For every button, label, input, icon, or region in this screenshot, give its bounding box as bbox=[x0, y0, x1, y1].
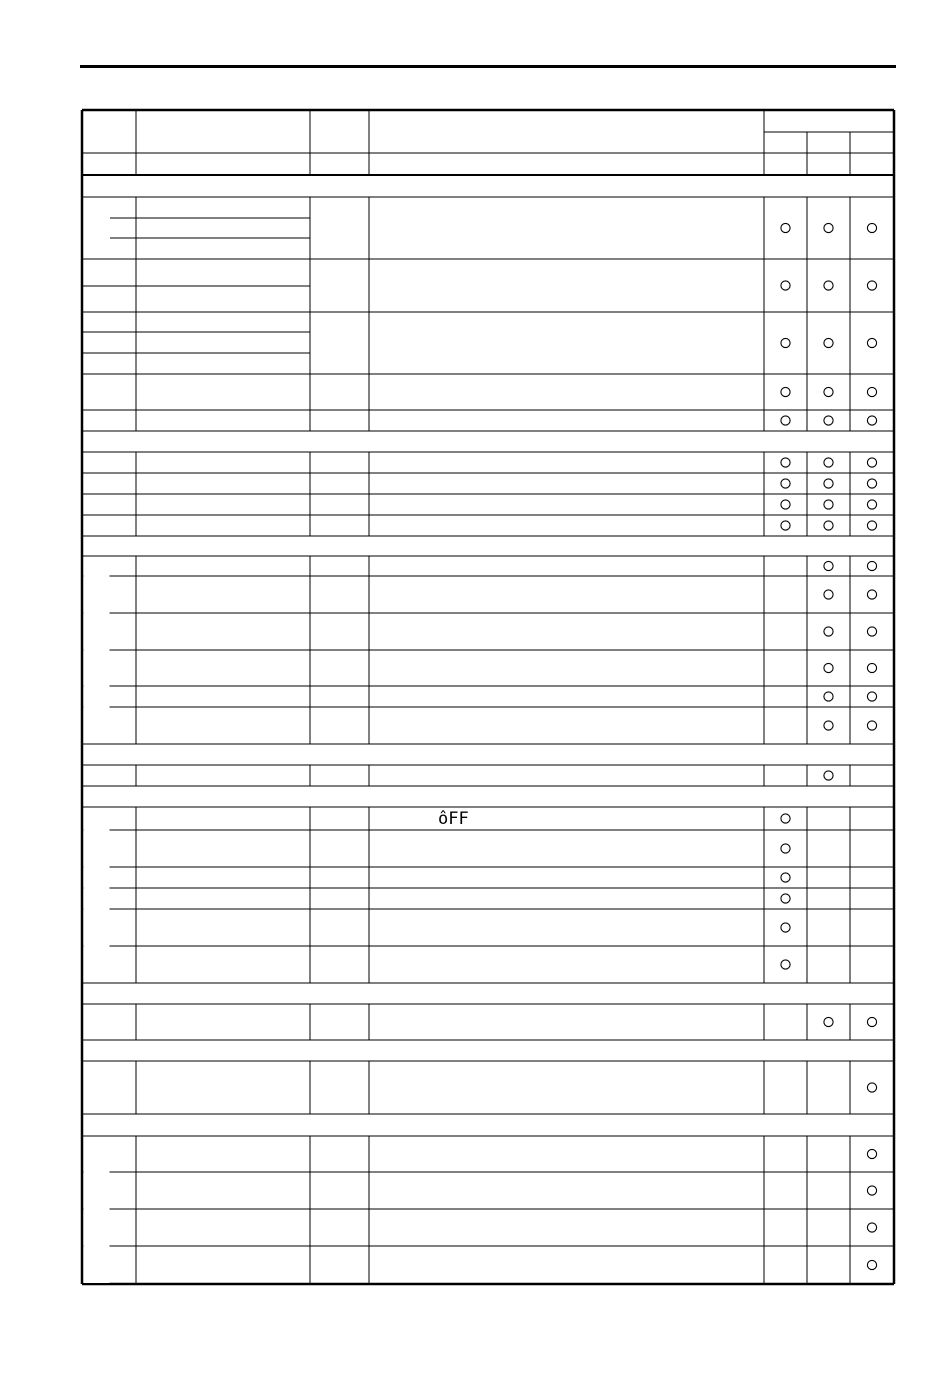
circle-mark-icon bbox=[781, 814, 790, 823]
grid-line bbox=[369, 613, 370, 650]
grid-line bbox=[82, 576, 894, 577]
grid-line bbox=[807, 888, 808, 909]
grid-line bbox=[764, 1172, 765, 1209]
circle-mark-icon bbox=[867, 1017, 876, 1026]
grid-line bbox=[82, 1040, 894, 1041]
grid-line bbox=[136, 374, 137, 410]
grid-line bbox=[369, 1136, 370, 1172]
circle-mark-icon bbox=[867, 387, 876, 396]
grid-line bbox=[807, 1004, 808, 1040]
grid-line bbox=[850, 153, 851, 175]
grid-line bbox=[850, 909, 851, 946]
grid-line bbox=[82, 473, 894, 474]
grid-line bbox=[136, 830, 137, 867]
grid-line bbox=[764, 374, 765, 410]
circle-mark-icon bbox=[781, 521, 790, 530]
circle-mark-icon bbox=[867, 338, 876, 347]
grid-line bbox=[764, 650, 765, 686]
grid-line bbox=[136, 494, 137, 515]
grid-line bbox=[764, 312, 765, 374]
grid-line bbox=[136, 410, 137, 431]
grid-line bbox=[136, 153, 137, 175]
grid-line bbox=[764, 1246, 765, 1284]
grid-line bbox=[764, 197, 765, 259]
grid-line bbox=[850, 807, 851, 830]
grid-line bbox=[764, 1136, 765, 1172]
grid-line bbox=[82, 353, 310, 354]
grid-line bbox=[82, 515, 894, 516]
grid-line bbox=[807, 909, 808, 946]
grid-line bbox=[310, 153, 311, 175]
grid-line bbox=[82, 175, 894, 176]
grid-line bbox=[82, 909, 894, 910]
grid-line bbox=[310, 613, 311, 650]
grid-line bbox=[850, 1004, 851, 1040]
grid-line bbox=[764, 132, 894, 133]
circle-mark-icon bbox=[824, 479, 833, 488]
grid-line bbox=[807, 1246, 808, 1284]
grid-line bbox=[82, 536, 894, 537]
grid-line bbox=[310, 765, 311, 786]
grid-line bbox=[850, 556, 851, 576]
grid-line bbox=[807, 1172, 808, 1209]
grid-line bbox=[82, 259, 894, 260]
grid-line bbox=[807, 153, 808, 175]
grid-line bbox=[310, 374, 311, 410]
grid-line bbox=[369, 312, 370, 374]
grid-line bbox=[764, 707, 765, 744]
grid-line bbox=[369, 556, 370, 576]
grid-line bbox=[764, 259, 765, 312]
grid-line bbox=[764, 765, 765, 786]
circle-mark-icon bbox=[781, 873, 790, 882]
grid-line bbox=[369, 867, 370, 888]
grid-line bbox=[310, 1136, 311, 1172]
grid-line bbox=[82, 686, 894, 687]
grid-line bbox=[807, 1136, 808, 1172]
grid-line bbox=[82, 830, 894, 831]
grid-line bbox=[136, 867, 137, 888]
grid-line bbox=[807, 830, 808, 867]
grid-line bbox=[764, 153, 765, 175]
circle-mark-icon bbox=[781, 844, 790, 853]
grid-line bbox=[82, 744, 894, 745]
grid-line bbox=[764, 1209, 765, 1246]
circle-mark-icon bbox=[781, 387, 790, 396]
grid-line bbox=[369, 410, 370, 431]
grid-line bbox=[82, 109, 894, 112]
grid-line bbox=[82, 867, 894, 868]
circle-mark-icon bbox=[867, 521, 876, 530]
grid-line bbox=[369, 707, 370, 744]
grid-line bbox=[82, 983, 894, 984]
circle-mark-icon bbox=[867, 692, 876, 701]
grid-line bbox=[82, 807, 894, 808]
grid-line bbox=[82, 650, 894, 651]
grid-line bbox=[310, 807, 311, 830]
grid-line bbox=[369, 830, 370, 867]
circle-mark-icon bbox=[867, 479, 876, 488]
grid-line bbox=[850, 473, 851, 494]
grid-line bbox=[369, 576, 370, 613]
grid-line bbox=[850, 830, 851, 867]
grid-line bbox=[807, 473, 808, 494]
grid-line bbox=[310, 494, 311, 515]
grid-line bbox=[807, 650, 808, 686]
grid-line bbox=[850, 494, 851, 515]
grid-line bbox=[369, 1061, 370, 1114]
grid-line bbox=[850, 312, 851, 374]
circle-mark-icon bbox=[867, 281, 876, 290]
circle-mark-icon bbox=[824, 663, 833, 672]
grid-line bbox=[136, 473, 137, 494]
grid-line bbox=[850, 1136, 851, 1172]
grid-line bbox=[136, 1004, 137, 1040]
grid-line bbox=[369, 909, 370, 946]
grid-line bbox=[82, 1004, 894, 1005]
grid-line bbox=[310, 867, 311, 888]
grid-line bbox=[136, 1209, 137, 1246]
merged-cell-mask bbox=[84, 808, 110, 982]
grid-line bbox=[764, 888, 765, 909]
grid-line bbox=[807, 556, 808, 576]
grid-line bbox=[850, 707, 851, 744]
grid-line bbox=[82, 431, 894, 432]
grid-line bbox=[310, 946, 311, 983]
grid-line bbox=[850, 613, 851, 650]
grid-line bbox=[850, 1209, 851, 1246]
grid-line bbox=[850, 197, 851, 259]
grid-line bbox=[136, 909, 137, 946]
grid-line bbox=[82, 286, 310, 287]
circle-mark-icon bbox=[824, 771, 833, 780]
grid-line bbox=[850, 765, 851, 786]
grid-line bbox=[82, 452, 894, 453]
merged-cell-mask bbox=[84, 198, 110, 258]
grid-line bbox=[82, 1172, 894, 1173]
grid-line bbox=[369, 153, 370, 175]
grid-line bbox=[310, 576, 311, 613]
grid-line bbox=[136, 707, 137, 744]
grid-line bbox=[850, 452, 851, 473]
grid-line bbox=[764, 909, 765, 946]
grid-line bbox=[850, 374, 851, 410]
grid-line bbox=[807, 410, 808, 431]
grid-line bbox=[807, 1209, 808, 1246]
grid-line bbox=[807, 686, 808, 707]
grid-line bbox=[764, 576, 765, 613]
grid-line bbox=[136, 686, 137, 707]
grid-line bbox=[310, 1209, 311, 1246]
circle-mark-icon bbox=[867, 627, 876, 636]
circle-mark-icon bbox=[824, 281, 833, 290]
circle-mark-icon bbox=[867, 500, 876, 509]
circle-mark-icon bbox=[824, 692, 833, 701]
grid-line bbox=[82, 1209, 894, 1210]
grid-line bbox=[82, 332, 310, 333]
circle-mark-icon bbox=[781, 960, 790, 969]
grid-line bbox=[310, 452, 311, 473]
grid-line bbox=[369, 473, 370, 494]
grid-line bbox=[82, 786, 894, 787]
grid-line bbox=[82, 556, 894, 557]
grid-line bbox=[82, 1136, 894, 1137]
circle-mark-icon bbox=[781, 416, 790, 425]
grid-line bbox=[310, 909, 311, 946]
grid-line bbox=[82, 1061, 894, 1062]
grid-line bbox=[136, 765, 137, 786]
grid-line bbox=[850, 650, 851, 686]
grid-line bbox=[764, 494, 765, 515]
grid-line bbox=[136, 1136, 137, 1172]
grid-line bbox=[850, 946, 851, 983]
grid-line bbox=[893, 110, 896, 1284]
grid-line bbox=[807, 374, 808, 410]
grid-line bbox=[82, 1114, 894, 1115]
circle-mark-icon bbox=[824, 500, 833, 509]
grid-line bbox=[807, 613, 808, 650]
grid-line bbox=[369, 686, 370, 707]
grid-line bbox=[82, 613, 894, 614]
grid-line bbox=[807, 765, 808, 786]
table-grid-lines bbox=[81, 109, 896, 1286]
merged-cell-mask bbox=[84, 1137, 110, 1283]
circle-mark-icon bbox=[867, 1186, 876, 1195]
grid-line bbox=[82, 1246, 894, 1247]
grid-line bbox=[369, 452, 370, 473]
grid-line bbox=[310, 197, 311, 259]
circle-mark-icon bbox=[824, 458, 833, 467]
table-marks bbox=[781, 223, 877, 1269]
grid-line bbox=[807, 1061, 808, 1114]
grid-line bbox=[764, 686, 765, 707]
grid-line bbox=[136, 515, 137, 536]
grid-line bbox=[310, 888, 311, 909]
grid-line bbox=[136, 576, 137, 613]
circle-mark-icon bbox=[781, 223, 790, 232]
grid-line bbox=[764, 1004, 765, 1040]
grid-line bbox=[310, 312, 311, 374]
grid-line bbox=[850, 867, 851, 888]
grid-line bbox=[764, 515, 765, 536]
grid-line bbox=[850, 410, 851, 431]
grid-line bbox=[807, 707, 808, 744]
grid-line bbox=[310, 830, 311, 867]
grid-line bbox=[850, 1172, 851, 1209]
grid-line bbox=[310, 686, 311, 707]
grid-line bbox=[82, 374, 894, 375]
circle-mark-icon bbox=[867, 721, 876, 730]
grid-line bbox=[369, 765, 370, 786]
circle-mark-icon bbox=[824, 721, 833, 730]
grid-line bbox=[369, 888, 370, 909]
grid-line bbox=[136, 197, 137, 259]
grid-line bbox=[136, 1172, 137, 1209]
grid-line bbox=[850, 1061, 851, 1114]
grid-line bbox=[136, 946, 137, 983]
grid-line bbox=[136, 888, 137, 909]
grid-line bbox=[82, 494, 894, 495]
grid-line bbox=[807, 452, 808, 473]
grid-line bbox=[310, 410, 311, 431]
grid-line bbox=[764, 807, 765, 830]
grid-line bbox=[82, 707, 894, 708]
grid-line bbox=[850, 1246, 851, 1284]
grid-line bbox=[807, 807, 808, 830]
circle-mark-icon bbox=[867, 223, 876, 232]
circle-mark-icon bbox=[824, 590, 833, 599]
grid-line bbox=[310, 556, 311, 576]
circle-mark-icon bbox=[824, 223, 833, 232]
grid-line bbox=[850, 888, 851, 909]
grid-line bbox=[310, 515, 311, 536]
circle-mark-icon bbox=[781, 479, 790, 488]
grid-line bbox=[807, 197, 808, 259]
grid-line bbox=[310, 707, 311, 744]
grid-line bbox=[764, 556, 765, 576]
circle-mark-icon bbox=[824, 387, 833, 396]
grid-line bbox=[110, 218, 310, 219]
grid-line bbox=[807, 259, 808, 312]
circle-mark-icon bbox=[867, 1149, 876, 1158]
grid-line bbox=[369, 515, 370, 536]
grid-line bbox=[136, 1246, 137, 1284]
grid-line bbox=[110, 238, 310, 239]
circle-mark-icon bbox=[781, 894, 790, 903]
grid-line bbox=[82, 888, 894, 889]
grid-line bbox=[82, 410, 894, 411]
grid-line bbox=[764, 1061, 765, 1114]
grid-line bbox=[369, 197, 370, 259]
circle-mark-icon bbox=[867, 1260, 876, 1269]
grid-line bbox=[369, 946, 370, 983]
circle-mark-icon bbox=[867, 561, 876, 570]
circle-mark-icon bbox=[867, 1083, 876, 1092]
grid-line bbox=[82, 1284, 894, 1285]
circle-mark-icon bbox=[824, 561, 833, 570]
grid-line bbox=[310, 1004, 311, 1040]
grid-line bbox=[764, 410, 765, 431]
grid-line bbox=[764, 613, 765, 650]
grid-line bbox=[310, 1172, 311, 1209]
grid-line bbox=[82, 197, 894, 198]
circle-mark-icon bbox=[824, 521, 833, 530]
grid-line bbox=[807, 576, 808, 613]
grid-line bbox=[850, 515, 851, 536]
grid-line bbox=[850, 686, 851, 707]
grid-line bbox=[850, 259, 851, 312]
circle-mark-icon bbox=[867, 590, 876, 599]
merged-cell-mask bbox=[84, 557, 110, 743]
grid-line bbox=[850, 576, 851, 613]
grid-line bbox=[310, 1246, 311, 1284]
grid-line bbox=[807, 946, 808, 983]
circle-mark-icon bbox=[867, 458, 876, 467]
circle-mark-icon bbox=[867, 663, 876, 672]
circle-mark-icon bbox=[781, 338, 790, 347]
grid-line bbox=[369, 259, 370, 312]
circle-mark-icon bbox=[867, 416, 876, 425]
grid-line bbox=[310, 650, 311, 686]
grid-line bbox=[369, 650, 370, 686]
grid-line bbox=[807, 867, 808, 888]
grid-line bbox=[764, 867, 765, 888]
grid-line bbox=[82, 153, 894, 154]
grid-line bbox=[310, 473, 311, 494]
grid-line bbox=[369, 807, 370, 830]
circle-mark-icon bbox=[867, 1223, 876, 1232]
grid-line bbox=[136, 613, 137, 650]
grid-line bbox=[369, 1172, 370, 1209]
grid-line bbox=[764, 452, 765, 473]
grid-line bbox=[369, 1004, 370, 1040]
circle-mark-icon bbox=[781, 923, 790, 932]
grid-line bbox=[764, 830, 765, 867]
grid-line bbox=[369, 374, 370, 410]
grid-line bbox=[807, 494, 808, 515]
grid-line bbox=[310, 1061, 311, 1114]
grid-line bbox=[136, 556, 137, 576]
circle-mark-icon bbox=[824, 1017, 833, 1026]
grid-line bbox=[807, 515, 808, 536]
lcd-display-text: ôFF bbox=[438, 809, 469, 829]
grid-line bbox=[369, 494, 370, 515]
circle-mark-icon bbox=[824, 627, 833, 636]
grid-line bbox=[807, 312, 808, 374]
circle-mark-icon bbox=[781, 458, 790, 467]
circle-mark-icon bbox=[824, 338, 833, 347]
grid-line bbox=[369, 1246, 370, 1284]
grid-line bbox=[369, 1209, 370, 1246]
grid-line bbox=[136, 807, 137, 830]
grid-line bbox=[82, 312, 894, 313]
grid-line bbox=[136, 1061, 137, 1114]
grid-line bbox=[764, 946, 765, 983]
circle-mark-icon bbox=[824, 416, 833, 425]
grid-line bbox=[82, 946, 894, 947]
grid-line bbox=[136, 650, 137, 686]
grid-line bbox=[136, 452, 137, 473]
grid-line bbox=[82, 765, 894, 766]
circle-mark-icon bbox=[781, 281, 790, 290]
circle-mark-icon bbox=[781, 500, 790, 509]
grid-line bbox=[136, 312, 137, 374]
grid-line bbox=[764, 473, 765, 494]
